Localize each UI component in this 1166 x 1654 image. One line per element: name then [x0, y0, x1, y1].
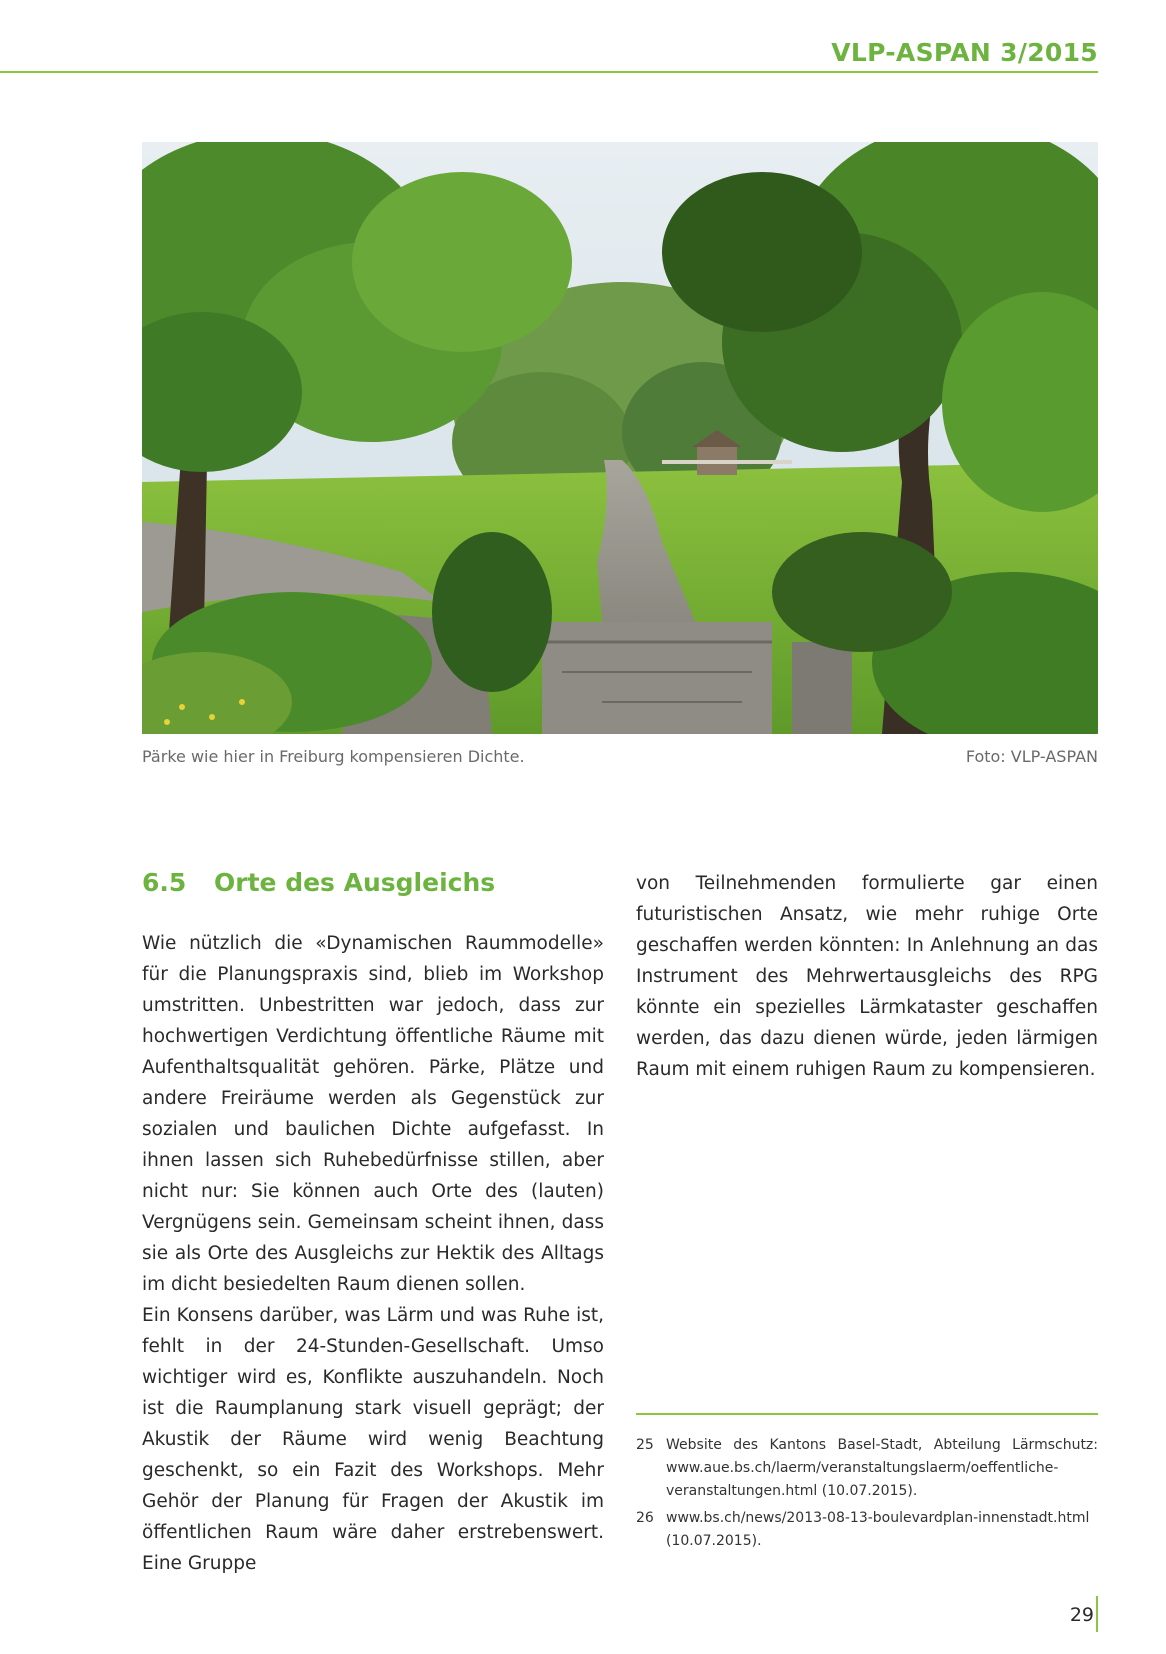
body-column-right — [636, 868, 1098, 1085]
section-number: 6.5 — [142, 868, 187, 897]
figure-caption-row — [142, 747, 1098, 771]
footnote-number: 25 — [636, 1437, 654, 1453]
park-photo-illustration — [142, 142, 1098, 734]
footnote-rule — [636, 1413, 1098, 1415]
body-paragraph: von Teilnehmenden formulierte gar einen futuristischen Ansatz, wie mehr ruhige Orte geschaffen werden könnten: In Anlehnung an das Instrument des Mehrwertausgleichs des RPG könnte ein spezielles Lärmkataster geschaffen werden, das dazu dienen würde, jeden lärmigen Raum mit einem ruhigen Raum zu kompensieren. — [636, 873, 1098, 1080]
figure-caption: Pärke wie hier in Freiburg kompensieren Dichte. — [142, 747, 525, 766]
footnote — [636, 1507, 1098, 1553]
section-title: Orte des Ausgleichs — [214, 868, 496, 897]
body-paragraph: Ein Konsens darüber, was Lärm und was Ruhe ist, fehlt in der 24-Stunden-Gesellschaft. Umso wichtiger wird es, Konflikte auszuhandeln. Noch ist die Raumplanung stark visuell geprägt; der Akustik der Räume wird wenig Beachtung geschenkt, so ein Fazit des Workshops. Mehr Gehör der Planung für Fragen der Akustik im öffentlichen Raum wäre daher erstrebenswert. Eine Gruppe — [142, 1305, 604, 1574]
page-number-bar — [1096, 1596, 1098, 1632]
footnote-text: Website des Kantons Basel-Stadt, Abteilung Lärmschutz: www.aue.bs.ch/laerm/veranstaltungslaerm/oeffentliche-veranstaltungen.html (10.07.2015). — [666, 1437, 1098, 1499]
page-number: 29 — [1069, 1604, 1094, 1626]
body-column-left — [142, 928, 604, 1579]
footnote-text: www.bs.ch/news/2013-08-13-boulevardplan-innenstadt.html (10.07.2015). — [666, 1510, 1090, 1549]
section-heading — [142, 868, 612, 897]
footnote — [636, 1434, 1098, 1503]
footnotes — [636, 1434, 1098, 1557]
footnote-number: 26 — [636, 1510, 654, 1526]
header-rule — [0, 71, 1098, 73]
body-paragraph: Wie nützlich die «Dynamischen Raummodelle» für die Planungspraxis sind, blieb im Workshop umstritten. Unbestritten war jedoch, dass zur hochwertigen Verdichtung öffentliche Räume mit Aufenthaltsqualität gehören. Pärke, Plätze und andere Freiräume werden als Gegenstück zur sozialen und baulichen Dichte aufgefasst. In ihnen lassen sich Ruhebedürfnisse stillen, aber nicht nur: Sie können auch Orte des (lauten) Vergnügens sein. Gemeinsam scheint ihnen, dass sie als Orte des Ausgleichs zur Hektik des Alltags im dicht besiedelten Raum dienen sollen. — [142, 933, 604, 1295]
photo-credit: Foto: VLP-ASPAN — [965, 747, 1098, 766]
park-photo — [142, 142, 1098, 734]
journal-title: VLP-ASPAN 3/2015 — [831, 38, 1098, 67]
